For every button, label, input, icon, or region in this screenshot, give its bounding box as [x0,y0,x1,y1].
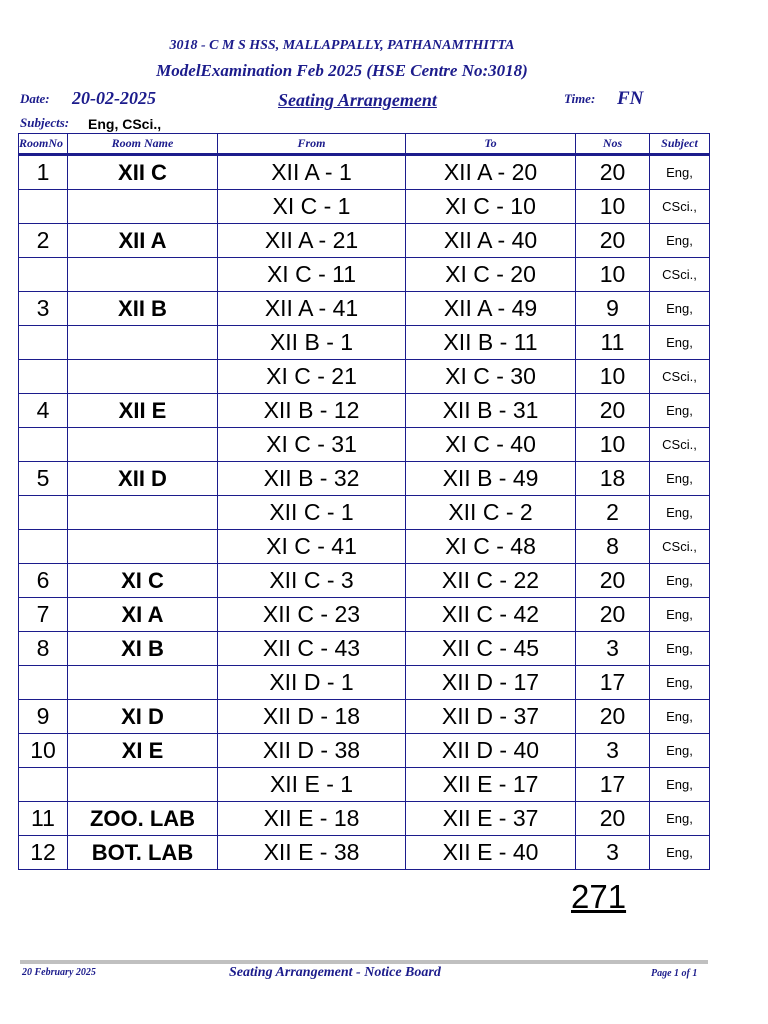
table-row [19,666,710,700]
room-name-cell: XII A [68,224,218,258]
room-name-cell [68,768,218,802]
column-header-nos: Nos [576,134,650,155]
to-register-cell: XI C - 48 [406,530,576,564]
from-register-cell: XII D - 18 [218,700,406,734]
room-name-cell: XI B [68,632,218,666]
from-register-cell: XII B - 1 [218,326,406,360]
student-count-cell: 9 [576,292,650,326]
footer-title: Seating Arrangement - Notice Board [229,965,441,980]
subject-cell: Eng, [650,292,710,326]
room-name-cell: XI C [68,564,218,598]
student-count-cell: 3 [576,734,650,768]
subject-cell: CSci., [650,530,710,564]
column-header-subject: Subject [650,134,710,155]
table-row [19,802,710,836]
from-register-cell: XII B - 12 [218,394,406,428]
subject-cell: CSci., [650,428,710,462]
subject-cell: Eng, [650,734,710,768]
subjects-value: Eng, CSci., [88,116,162,132]
table-row [19,190,710,224]
school-name: 3018 - C M S HSS, MALLAPPALLY, PATHANAMTHITTA [169,38,515,53]
to-register-cell: XII D - 40 [406,734,576,768]
subject-cell: Eng, [650,224,710,258]
column-header-to: To [406,134,576,155]
room-number-cell: 12 [19,836,68,870]
room-name-cell [68,666,218,700]
room-number-cell: 8 [19,632,68,666]
table-row [19,632,710,666]
room-number-cell: 10 [19,734,68,768]
subject-cell: Eng, [650,394,710,428]
student-count-cell: 18 [576,462,650,496]
room-number-cell: 2 [19,224,68,258]
subjects-label: Subjects: [20,115,70,130]
room-name-cell: BOT. LAB [68,836,218,870]
to-register-cell: XII E - 40 [406,836,576,870]
student-count-cell: 17 [576,666,650,700]
subject-cell: Eng, [650,155,710,190]
room-name-cell [68,428,218,462]
table-row [19,428,710,462]
seating-table [18,133,710,870]
subject-cell: CSci., [650,360,710,394]
room-name-cell [68,326,218,360]
from-register-cell: XII A - 21 [218,224,406,258]
from-register-cell: XII C - 43 [218,632,406,666]
from-register-cell: XI C - 31 [218,428,406,462]
from-register-cell: XII A - 41 [218,292,406,326]
table-row [19,836,710,870]
room-number-cell [19,768,68,802]
table-row [19,360,710,394]
subject-cell: Eng, [650,462,710,496]
room-name-cell [68,530,218,564]
from-register-cell: XII A - 1 [218,155,406,190]
room-name-cell: XI A [68,598,218,632]
student-count-cell: 3 [576,632,650,666]
from-register-cell: XI C - 21 [218,360,406,394]
from-register-cell: XI C - 11 [218,258,406,292]
to-register-cell: XI C - 40 [406,428,576,462]
room-number-cell: 11 [19,802,68,836]
table-row [19,768,710,802]
room-number-cell: 5 [19,462,68,496]
from-register-cell: XI C - 1 [218,190,406,224]
from-register-cell: XII D - 38 [218,734,406,768]
footer-date: 20 February 2025 [22,967,96,978]
table-row [19,530,710,564]
room-number-cell [19,496,68,530]
to-register-cell: XII E - 37 [406,802,576,836]
exam-title: ModelExamination Feb 2025 (HSE Centre No:3018) [156,61,528,80]
to-register-cell: XII C - 22 [406,564,576,598]
table-row [19,258,710,292]
subject-cell: Eng, [650,496,710,530]
to-register-cell: XI C - 10 [406,190,576,224]
to-register-cell: XII D - 37 [406,700,576,734]
table-row [19,700,710,734]
table-row [19,496,710,530]
to-register-cell: XII B - 11 [406,326,576,360]
from-register-cell: XII E - 38 [218,836,406,870]
table-row [19,564,710,598]
student-count-cell: 3 [576,836,650,870]
subject-cell: Eng, [650,598,710,632]
time-label: Time: [564,91,596,106]
student-count-cell: 10 [576,360,650,394]
subject-cell: Eng, [650,700,710,734]
column-header-room-name: Room Name [68,134,218,155]
column-header-from: From [218,134,406,155]
table-row [19,155,710,190]
table-row [19,462,710,496]
room-number-cell [19,326,68,360]
room-number-cell: 3 [19,292,68,326]
column-header-roomno: RoomNo [19,134,68,155]
document-title: Seating Arrangement [278,90,437,110]
room-name-cell: XII E [68,394,218,428]
subject-cell: Eng, [650,632,710,666]
subject-cell: CSci., [650,258,710,292]
from-register-cell: XII E - 1 [218,768,406,802]
student-count-cell: 20 [576,155,650,190]
student-count-cell: 10 [576,190,650,224]
to-register-cell: XII D - 17 [406,666,576,700]
room-number-cell [19,530,68,564]
table-row [19,326,710,360]
to-register-cell: XII B - 49 [406,462,576,496]
room-number-cell: 4 [19,394,68,428]
table-row [19,292,710,326]
room-number-cell: 9 [19,700,68,734]
room-number-cell [19,258,68,292]
student-count-cell: 10 [576,258,650,292]
room-name-cell [68,190,218,224]
student-count-cell: 20 [576,598,650,632]
exam-session: FN [617,88,644,109]
subject-cell: Eng, [650,836,710,870]
room-number-cell [19,428,68,462]
page-number: Page 1 of 1 [651,968,698,979]
table-header-row [19,134,710,155]
student-count-cell: 20 [576,394,650,428]
table-row [19,224,710,258]
to-register-cell: XII C - 2 [406,496,576,530]
table-row [19,394,710,428]
from-register-cell: XII D - 1 [218,666,406,700]
student-count-cell: 10 [576,428,650,462]
from-register-cell: XII B - 32 [218,462,406,496]
room-name-cell: XII B [68,292,218,326]
room-number-cell: 1 [19,155,68,190]
room-name-cell: ZOO. LAB [68,802,218,836]
room-name-cell [68,360,218,394]
to-register-cell: XII C - 42 [406,598,576,632]
room-number-cell: 6 [19,564,68,598]
student-count-cell: 20 [576,564,650,598]
subject-cell: Eng, [650,768,710,802]
subject-cell: Eng, [650,666,710,700]
table-row [19,598,710,632]
to-register-cell: XII A - 40 [406,224,576,258]
to-register-cell: XII E - 17 [406,768,576,802]
room-name-cell [68,496,218,530]
from-register-cell: XI C - 41 [218,530,406,564]
room-name-cell: XI D [68,700,218,734]
student-count-cell: 20 [576,700,650,734]
subject-cell: Eng, [650,564,710,598]
student-count-cell: 8 [576,530,650,564]
student-count-cell: 20 [576,802,650,836]
from-register-cell: XII C - 3 [218,564,406,598]
from-register-cell: XII C - 23 [218,598,406,632]
room-number-cell [19,666,68,700]
from-register-cell: XII E - 18 [218,802,406,836]
room-name-cell [68,258,218,292]
room-name-cell: XII D [68,462,218,496]
to-register-cell: XII B - 31 [406,394,576,428]
room-number-cell [19,190,68,224]
room-number-cell [19,360,68,394]
footer-divider [20,960,708,964]
total-count: 271 [571,878,627,915]
student-count-cell: 11 [576,326,650,360]
date-label: Date: [20,91,50,106]
subject-cell: Eng, [650,326,710,360]
to-register-cell: XII A - 49 [406,292,576,326]
table-row [19,734,710,768]
student-count-cell: 17 [576,768,650,802]
subject-cell: CSci., [650,190,710,224]
exam-date: 20-02-2025 [72,88,156,108]
to-register-cell: XI C - 20 [406,258,576,292]
room-name-cell: XII C [68,155,218,190]
student-count-cell: 20 [576,224,650,258]
to-register-cell: XI C - 30 [406,360,576,394]
to-register-cell: XII C - 45 [406,632,576,666]
room-number-cell: 7 [19,598,68,632]
subject-cell: Eng, [650,802,710,836]
room-name-cell: XI E [68,734,218,768]
from-register-cell: XII C - 1 [218,496,406,530]
to-register-cell: XII A - 20 [406,155,576,190]
student-count-cell: 2 [576,496,650,530]
